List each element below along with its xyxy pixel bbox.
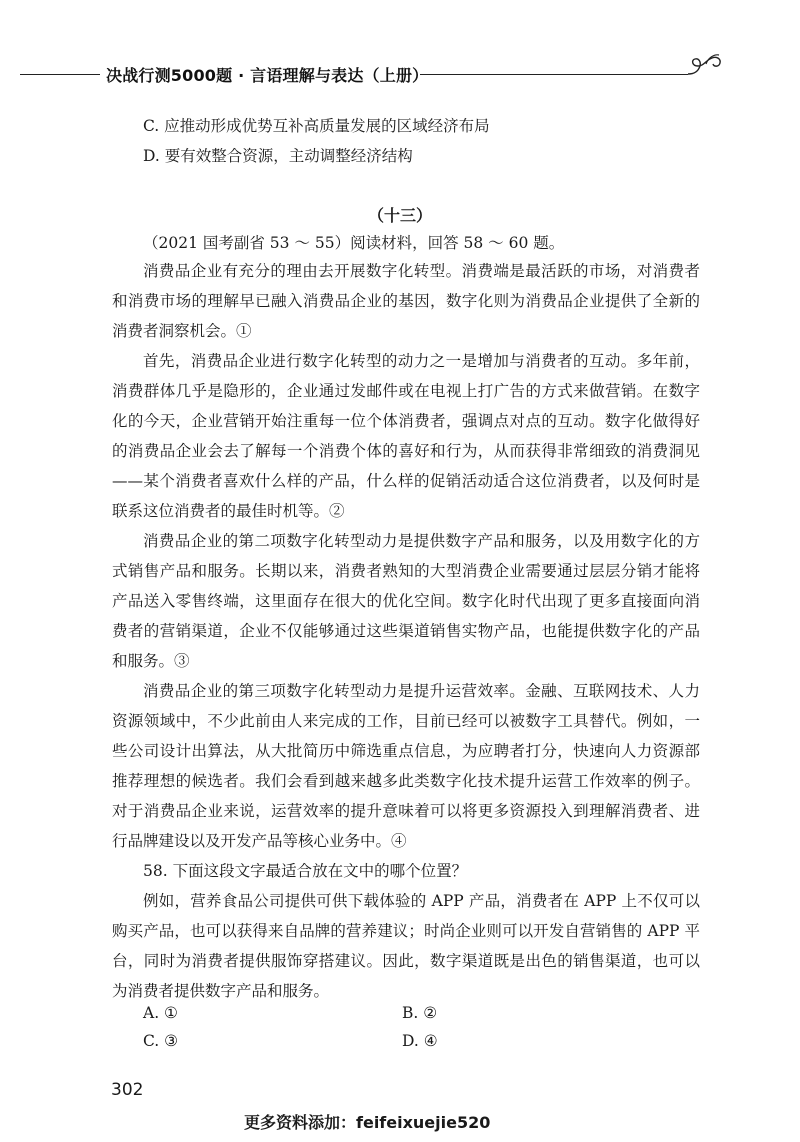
question-passage: 例如，营养食品公司提供可供下载体验的 APP 产品，消费者在 APP 上不仅可以购买产品，也可以获得来自品牌的营养建议；时尚企业则可以开发自营销售的 APP 平台，同时为消费者提供服饰穿搭建议。因此，数字渠道既是出色的销售渠道，也可以为消费者提供数字产品和服务。 xyxy=(112,892,700,1000)
question-stem: 58. 下面这段文字最适合放在文中的哪个位置？ xyxy=(143,862,468,880)
header-rule-left xyxy=(20,74,100,75)
prev-option-c: C. 应推动形成优势互补高质量发展的区域经济布局 xyxy=(143,117,490,135)
option-a[interactable]: A. ① xyxy=(143,1004,178,1022)
section-intro: （2021 国考副省 53 ～ 55）阅读材料，回答 58 ～ 60 题。 xyxy=(143,234,565,252)
prev-option-d: D. 要有效整合资源，主动调整经济结构 xyxy=(143,147,413,165)
option-c[interactable]: C. ③ xyxy=(143,1032,179,1050)
passage-paragraph-2: 首先，消费品企业进行数字化转型的动力之一是增加与消费者的互动。多年前，消费群体几乎是隐形的，企业通过发邮件或在电视上打广告的方式来做营销。在数字化的今天，企业营销开始注重每一位个体消费者，强调点对点的互动。数字化做得好的消费品企业会去了解每一个消费个体的喜好和行为，从而获得非常细致的消费洞见——某个消费者喜欢什么样的产品，什么样的促销活动适合这位消费者，以及何时是联系这位消费者的最佳时机等。② xyxy=(112,352,700,520)
passage-paragraph-1: 消费品企业有充分的理由去开展数字化转型。消费端是最活跃的市场，对消费者和消费市场的理解早已融入消费品企业的基因，数字化则为消费品企业提供了全新的消费者洞察机会。① xyxy=(112,262,700,340)
passage-paragraph-3: 消费品企业的第二项数字化转型动力是提供数字产品和服务，以及用数字化的方式销售产品和服务。长期以来，消费者熟知的大型消费企业需要通过层层分销才能将产品送入零售终端，这里面存在很大的优化空间。数字化时代出现了更多直接面向消费者的营销渠道，企业不仅能够通过这些渠道销售实物产品，也能提供数字化的产品和服务。③ xyxy=(112,532,700,670)
passage-paragraph-4: 消费品企业的第三项数字化转型动力是提升运营效率。金融、互联网技术、人力资源领域中，不少此前由人来完成的工作，目前已经可以被数字工具替代。例如，一些公司设计出算法，从大批简历中筛选重点信息，为应聘者打分，快速向人力资源部推荐理想的候选者。我们会看到越来越多此类数字化技术提升运营工作效率的例子。对于消费品企业来说，运营效率的提升意味着可以将更多资源投入到理解消费者、进行品牌建设以及开发产品等核心业务中。④ xyxy=(112,682,700,850)
footer-note: 更多资料添加：feifeixuejie520 xyxy=(244,1113,491,1132)
running-header xyxy=(20,62,720,86)
header-title: 决战行测5000题 · 言语理解与表达（上册） xyxy=(106,66,429,85)
section-title: （十三） xyxy=(367,206,432,225)
option-d[interactable]: D. ④ xyxy=(402,1032,438,1050)
sprout-icon xyxy=(684,50,724,82)
page-number: 302 xyxy=(111,1080,144,1100)
option-b[interactable]: B. ② xyxy=(402,1004,438,1022)
header-rule-right xyxy=(420,74,688,75)
passage xyxy=(112,256,700,1006)
